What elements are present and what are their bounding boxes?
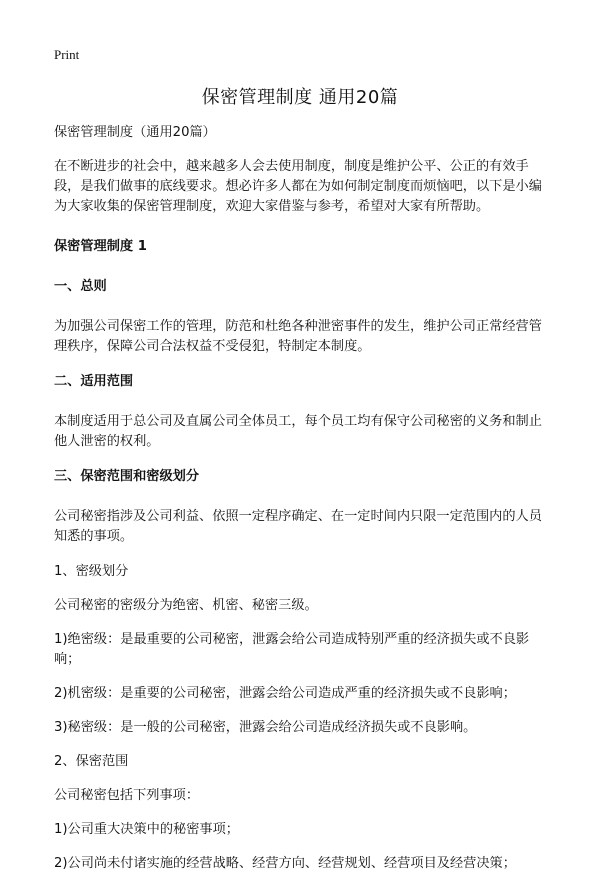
subheading-range: 2、保密范围 (54, 754, 129, 769)
paragraph-general: 为加强公司保密工作的管理，防范和杜绝各种泄密事件的发生，维护公司正常经营管理秩序，保障公司合法权益不受侵犯，特制定本制度。 (54, 319, 542, 354)
heading-classification: 三、保密范围和密级划分 (54, 469, 200, 484)
document-subtitle: 保密管理制度（通用20篇） (54, 125, 216, 140)
level-top-secret: 1)绝密级：是最重要的公司秘密，泄露会给公司造成特别严重的经济损失或不良影响； (54, 632, 530, 667)
paragraph-scope: 本制度适用于总公司及直属公司全体员工，每个员工均有保守公司秘密的义务和制止他人泄密的权利。 (54, 414, 542, 449)
paragraph-classification: 公司秘密指涉及公司利益、依照一定程序确定、在一定时间内只限一定范围内的人员知悉的事项。 (54, 509, 542, 544)
document-title: 保密管理制度 通用20篇 (201, 87, 399, 108)
range-item-1: 1)公司重大决策中的秘密事项； (54, 822, 239, 837)
intro-paragraph: 在不断进步的社会中，越来越多人会去使用制度，制度是维护公平、公正的有效手段，是我们做事的底线要求。想必许多人都在为如何制定制度而烦恼吧，以下是小编为大家收集的保密管理制度，欢迎大家借鉴与参考，希望对大家有所帮助。 (54, 159, 542, 214)
heading-scope: 二、适用范围 (54, 374, 134, 389)
subheading-levels: 1、密级划分 (54, 564, 129, 579)
level-confidential: 2)机密级：是重要的公司秘密，泄露会给公司造成严重的经济损失或不良影响； (54, 686, 516, 701)
range-text: 公司秘密包括下列事项： (54, 788, 200, 803)
section-title: 保密管理制度 1 (54, 239, 147, 254)
print-link[interactable]: Print (54, 47, 80, 62)
range-item-2: 2)公司尚未付诸实施的经营战略、经营方向、经营规划、经营项目及经营决策； (54, 856, 516, 871)
level-secret: 3)秘密级：是一般的公司秘密，泄露会给公司造成经济损失或不良影响。 (54, 720, 477, 735)
heading-general: 一、总则 (54, 279, 107, 294)
levels-text: 公司秘密的密级分为绝密、机密、秘密三级。 (54, 598, 318, 613)
